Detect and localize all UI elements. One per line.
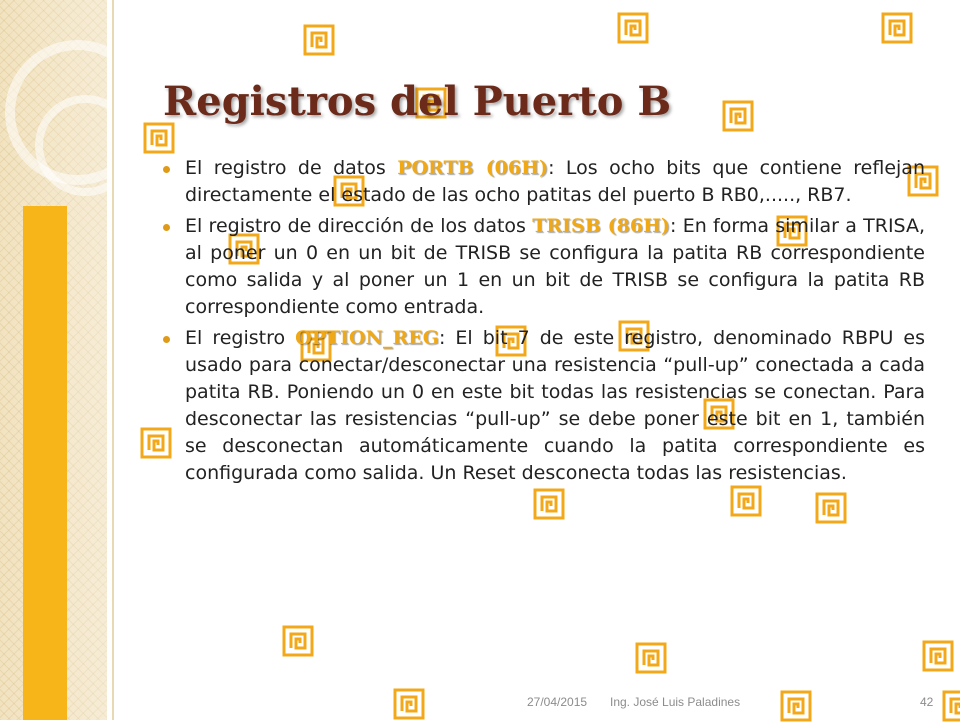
greek-key-spiral-icon xyxy=(617,12,649,44)
slide-title: Registros del Puerto B xyxy=(163,78,672,125)
greek-key-spiral-icon xyxy=(722,100,754,132)
bullet-dot-icon xyxy=(163,166,170,173)
slide-body xyxy=(185,155,925,491)
greek-key-spiral-icon xyxy=(533,488,565,520)
footer-date: 27/04/2015 xyxy=(527,695,588,709)
greek-key-spiral-icon xyxy=(815,492,847,524)
footer-author: Ing. José Luis Paladines xyxy=(610,695,741,709)
bullet-dot-icon xyxy=(163,224,170,231)
sidebar-background xyxy=(0,0,107,720)
bullet-trisb xyxy=(185,213,925,321)
greek-key-spiral-icon xyxy=(393,688,425,720)
slide-number: 42 xyxy=(920,695,934,709)
greek-key-spiral-icon xyxy=(140,427,172,459)
bullet-text: El registro xyxy=(185,327,296,349)
register-name: TRISB (86H) xyxy=(532,215,671,237)
greek-key-spiral-icon xyxy=(635,642,667,674)
greek-key-spiral-icon xyxy=(282,625,314,657)
greek-key-spiral-icon xyxy=(780,690,812,722)
bullet-text: : Los ocho bits que contiene reflejan directamente el estado de las ocho patitas del puerto B RB0,....., RB7. xyxy=(185,157,925,206)
bullet-text: : En forma similar a TRISA, al poner un 0 en un bit de TRISB se configura la patita RB correspondiente como salida y al poner un 1 en un bit de TRISB se configura la patita RB correspondiente como entrada. xyxy=(185,215,925,318)
register-name: PORTB (06H) xyxy=(397,157,549,179)
greek-key-spiral-icon xyxy=(303,24,335,56)
sidebar-ring-decoration xyxy=(35,95,136,196)
bullet-dot-icon xyxy=(163,336,170,343)
greek-key-spiral-icon xyxy=(143,122,175,154)
bullet-text: : El bit 7 de este registro, denominado RBPU es usado para conectar/desconectar una resistencia “pull-up” conectada a cada patita RB. Poniendo un 0 en este bit todas las resistencias se conectan. Para desconectar las resistencias “pull-up” se debe poner este bit en 1, también se desconectan automáticamente cuando la patita correspondiente es configurada como salida. Un Reset desconecta todas las resistencias. xyxy=(185,327,925,484)
greek-key-spiral-icon xyxy=(942,690,960,722)
sidebar-accent-bar xyxy=(23,206,67,720)
bullet-text: El registro de dirección de los datos xyxy=(185,215,533,237)
bullet-text: El registro de datos xyxy=(185,157,398,179)
greek-key-spiral-icon xyxy=(881,12,913,44)
bullet-portb xyxy=(185,155,925,209)
sidebar-divider xyxy=(112,0,114,720)
bullet-option-reg xyxy=(185,325,925,487)
register-name: OPTION_REG xyxy=(295,327,439,349)
greek-key-spiral-icon xyxy=(922,640,954,672)
